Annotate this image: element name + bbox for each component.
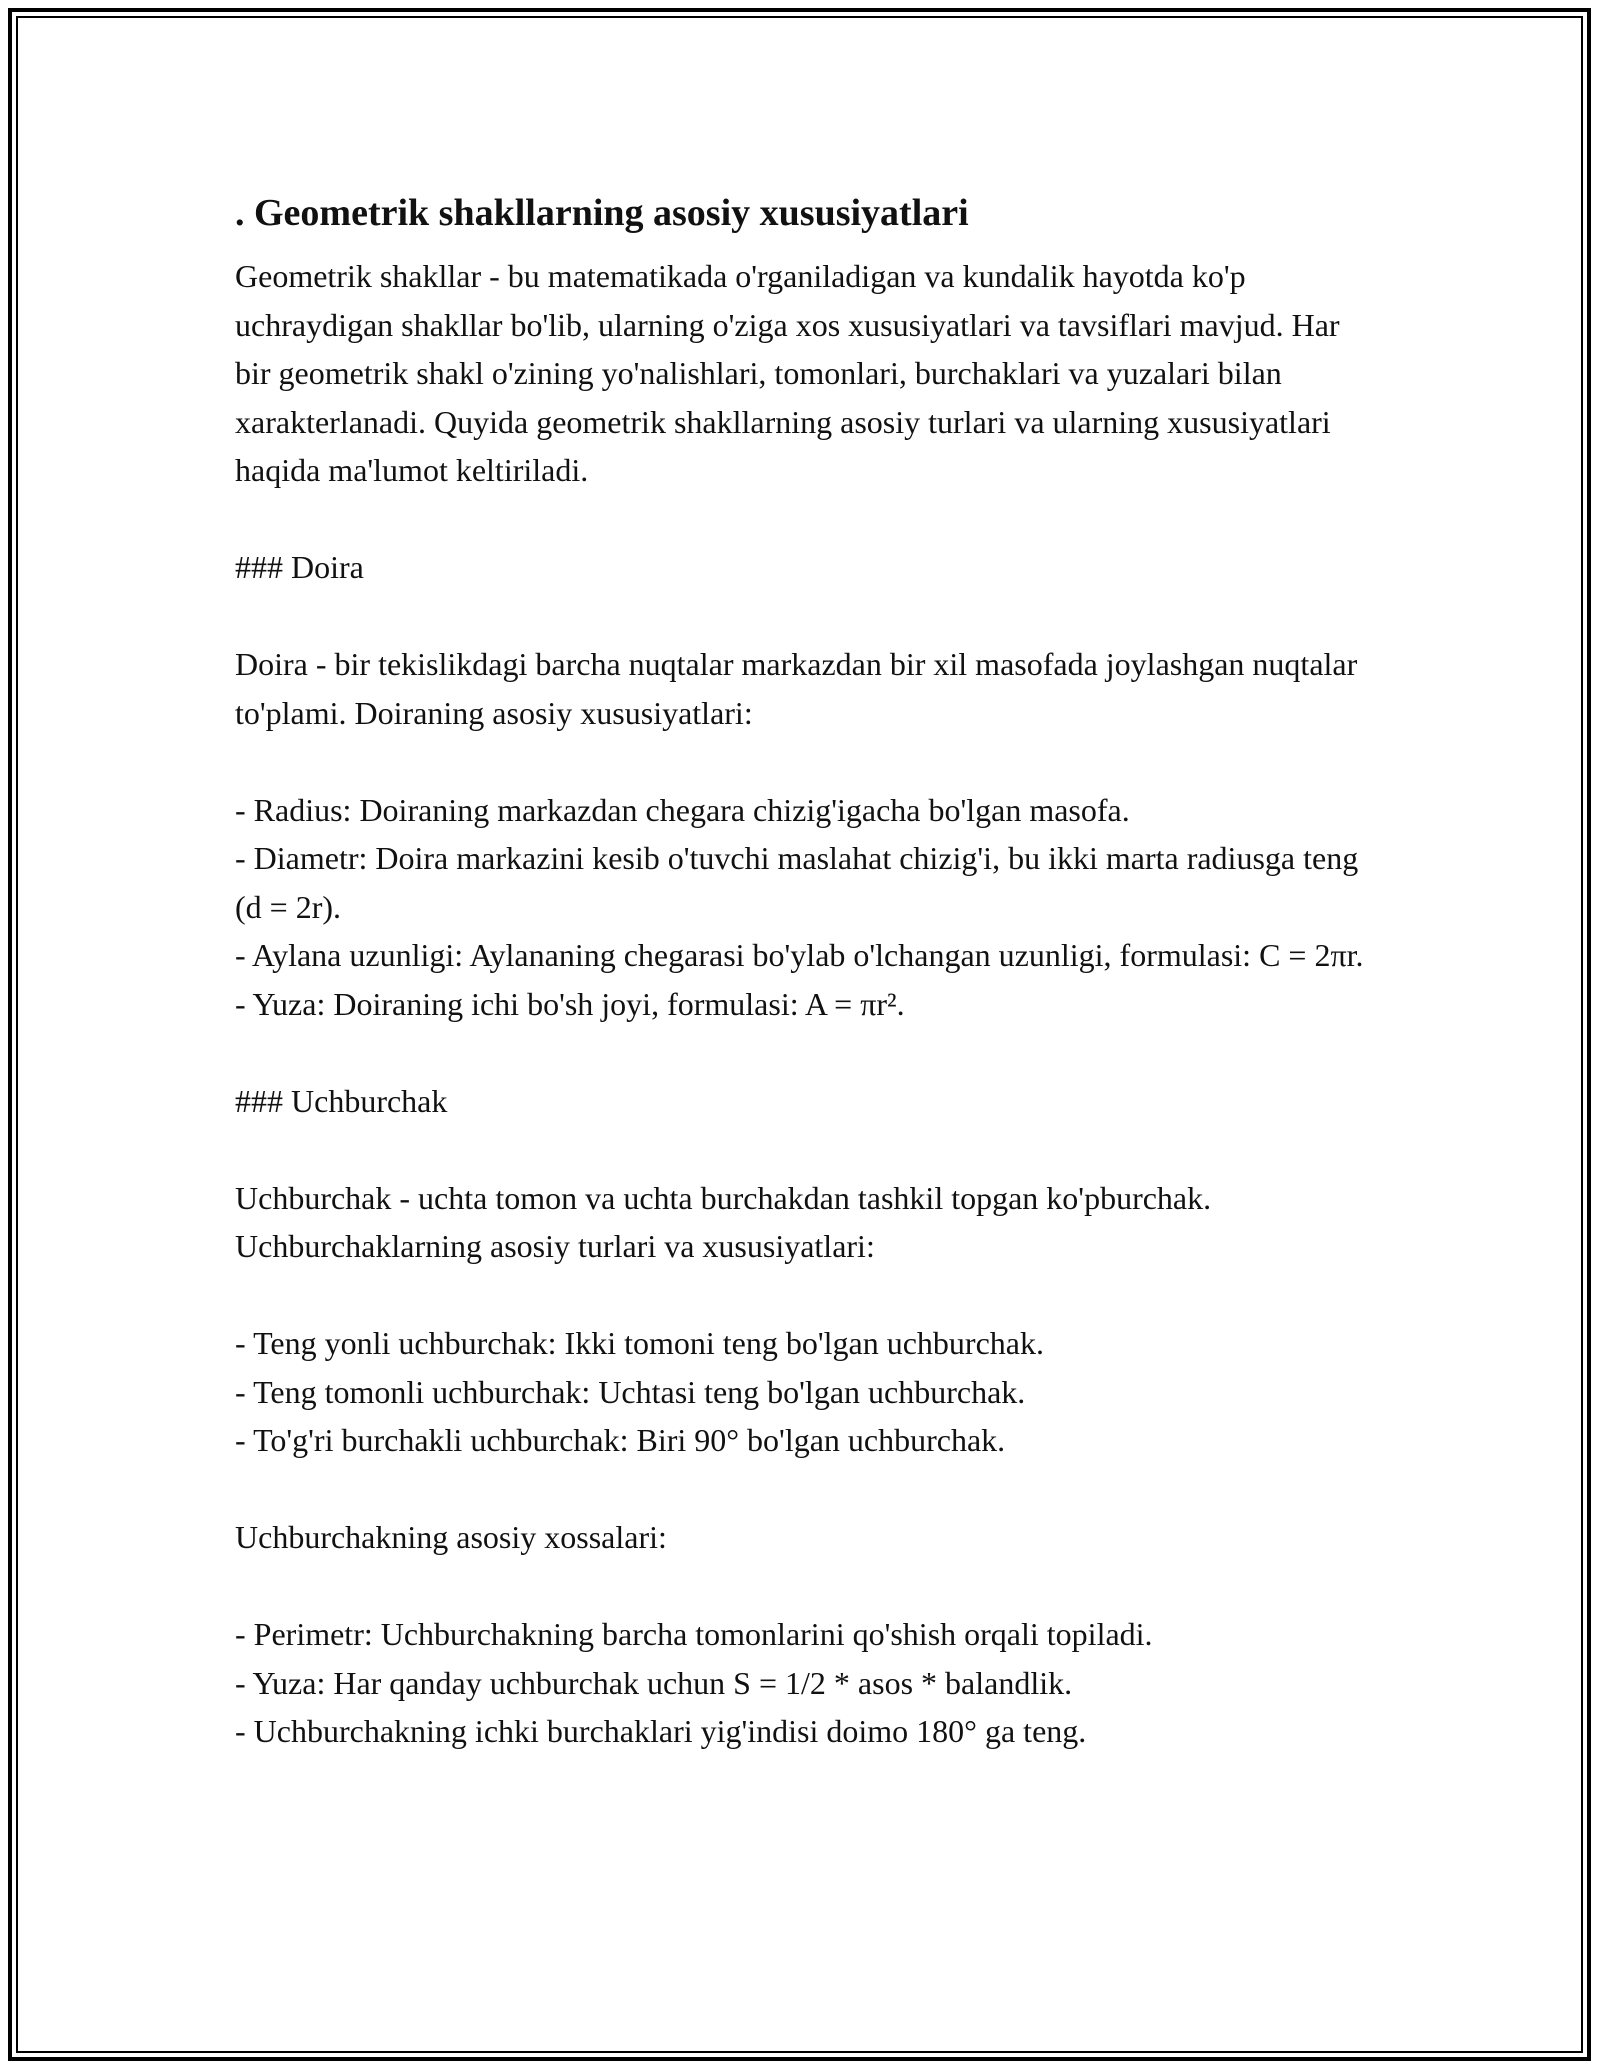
intro-paragraph: Geometrik shakllar - bu matematikada o'rganiladigan va kundalik hayotda ko'p uchraydigan shakllar bo'lib, ularning o'ziga xos xususiyatlari va tavsiflari mavjud. Har bir geometrik shakl o'zining yo'nalishlari, tomonlari, burchaklari va yuzalari bilan xarakterlanadi. Quyida geometrik shakllarning asosiy turlari va ularning xususiyatlari haqida ma'lumot keltiriladi. bbox=[235, 258, 1340, 488]
spacer bbox=[235, 1028, 1365, 1077]
spacer bbox=[235, 1562, 1365, 1611]
uchburchak-type-item: - Teng yonli uchburchak: Ikki tomoni teng bo'lgan uchburchak. bbox=[235, 1325, 1044, 1361]
doira-list-item: - Diametr: Doira markazini kesib o'tuvchi maslahat chizig'i, bu ikki marta radiusga teng (d = 2r). bbox=[235, 840, 1359, 925]
spacer bbox=[235, 1465, 1365, 1514]
uchburchak-definition: Uchburchak - uchta tomon va uchta burchakdan tashkil topgan ko'pburchak. Uchburchaklarning asosiy turlari va xususiyatlari: bbox=[235, 1179, 1212, 1264]
uchburchak-property-item: - Uchburchakning ichki burchaklari yig'indisi doimo 180° ga teng. bbox=[235, 1713, 1087, 1749]
spacer bbox=[235, 737, 1365, 786]
section-heading-doira: ### Doira bbox=[235, 549, 364, 585]
document-title: . Geometrik shakllarning asosiy xususiyatlari bbox=[235, 192, 969, 234]
uchburchak-properties-heading: Uchburchakning asosiy xossalari: bbox=[235, 1519, 667, 1555]
uchburchak-property-item: - Yuza: Har qanday uchburchak uchun S = 1/2 * asos * balandlik. bbox=[235, 1664, 1073, 1701]
spacer bbox=[235, 1125, 1365, 1174]
doira-list-item: - Aylana uzunligi: Aylananing chegarasi bo'ylab o'lchangan uzunligi, formulasi: C = 2πr. bbox=[235, 937, 1364, 973]
spacer bbox=[235, 1271, 1365, 1320]
doira-list-item: - Radius: Doiraning markazdan chegara chizig'igacha bo'lgan masofa. bbox=[235, 791, 1130, 828]
document-content bbox=[235, 186, 1365, 1756]
uchburchak-type-item: - Teng tomonli uchburchak: Uchtasi teng bo'lgan uchburchak. bbox=[235, 1373, 1026, 1410]
spacer bbox=[235, 495, 1365, 544]
uchburchak-property-item: - Perimetr: Uchburchakning barcha tomonlarini qo'shish orqali topiladi. bbox=[235, 1616, 1153, 1652]
doira-definition: Doira - bir tekislikdagi barcha nuqtalar markazdan bir xil masofada joylashgan nuqtalar to'plami. Doiraning asosiy xususiyatlari: bbox=[235, 646, 1358, 731]
doira-list-item: - Yuza: Doiraning ichi bo'sh joyi, formulasi: A = πr². bbox=[235, 985, 905, 1022]
uchburchak-type-item: - To'g'ri burchakli uchburchak: Biri 90° bo'lgan uchburchak. bbox=[235, 1422, 1006, 1458]
spacer bbox=[235, 592, 1365, 641]
section-heading-uchburchak: ### Uchburchak bbox=[235, 1082, 448, 1119]
